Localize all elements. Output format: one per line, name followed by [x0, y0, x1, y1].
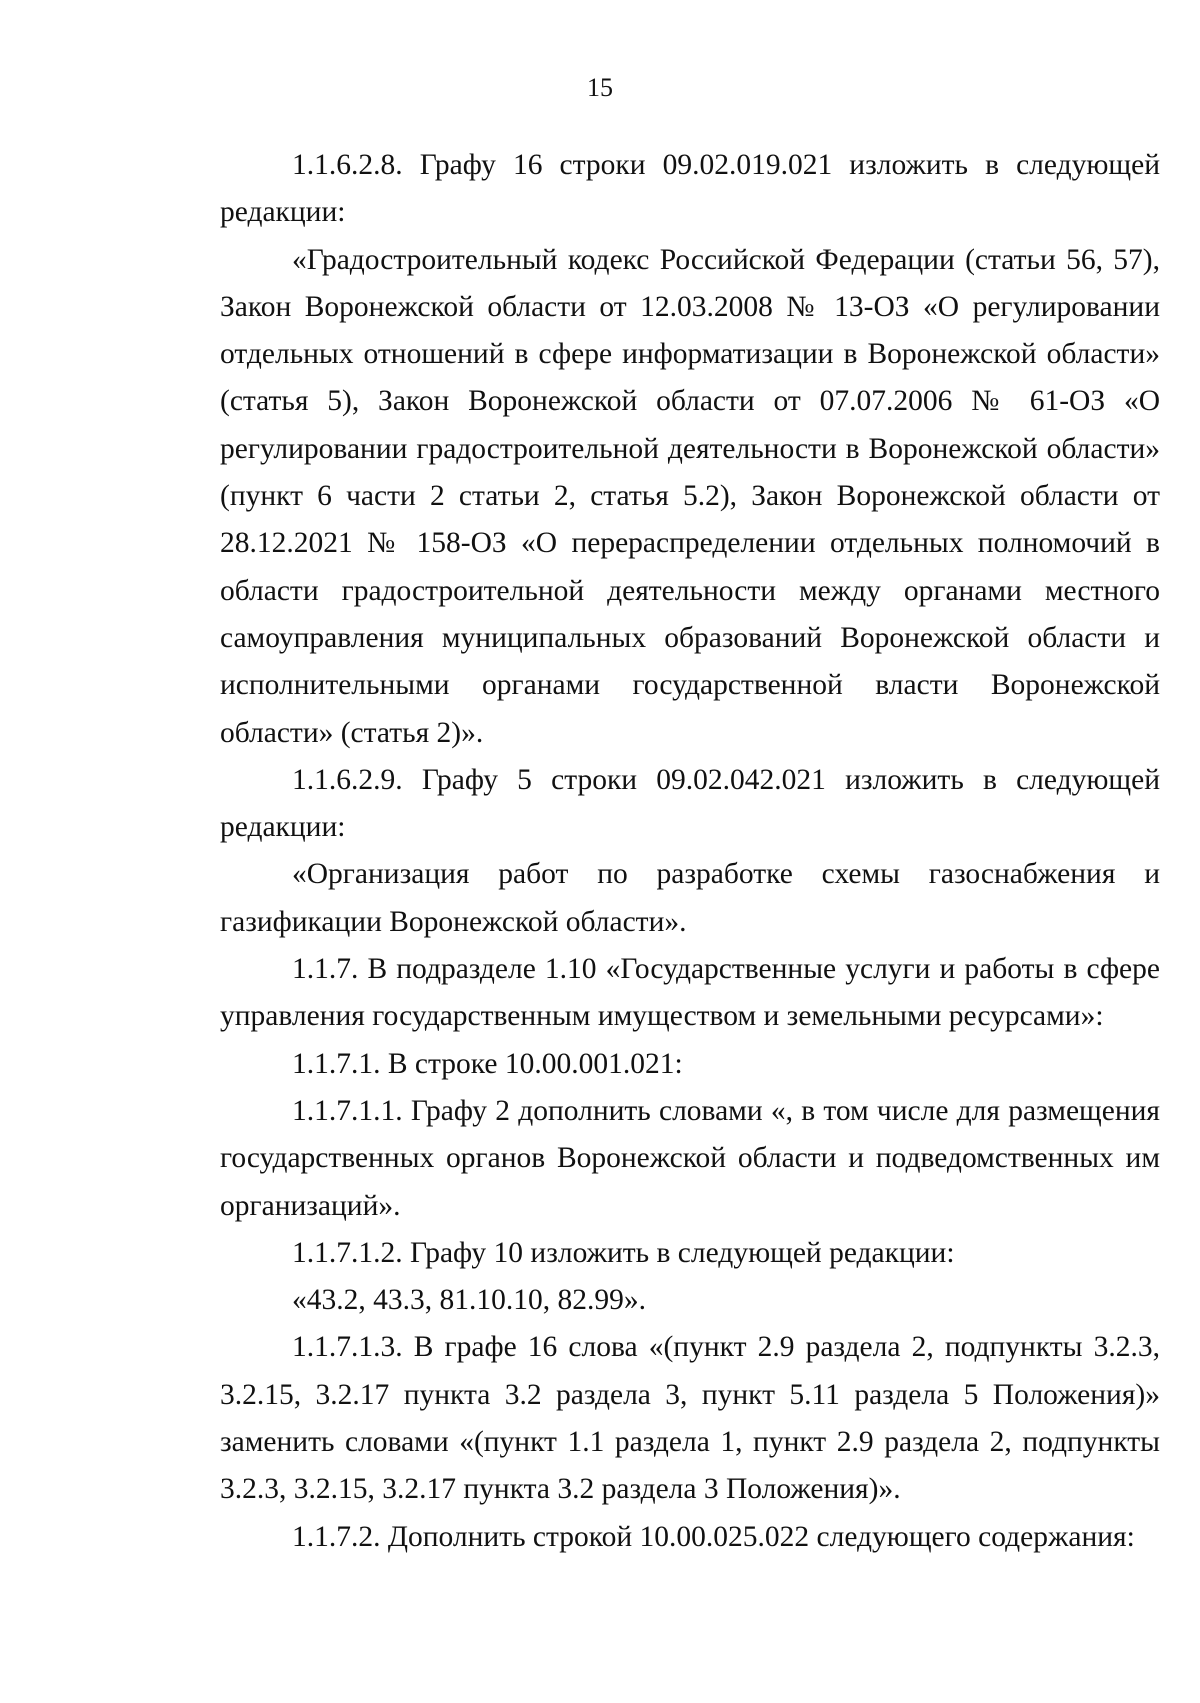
paragraph-quote-codes: «43.2, 43.3, 81.10.10, 82.99».	[292, 1284, 646, 1317]
page-number: 15	[587, 73, 613, 102]
paragraph-1-1-6-2-9: 1.1.6.2.9. Графу 5 строки 09.02.042.021 изложить в следующей редакции:	[220, 763, 1160, 844]
paragraph-quote-gasification: «Организация работ по разработке схемы газоснабжения и газификации Воронежской области».	[220, 858, 1160, 938]
paragraph-1-1-7-1-2: 1.1.7.1.2. Графу 10 изложить в следующей редакции:	[292, 1236, 955, 1269]
paragraph-1-1-7-2: 1.1.7.2. Дополнить строкой 10.00.025.022 следующего содержания:	[292, 1520, 1135, 1553]
paragraph-1-1-7-1-1: 1.1.7.1.1. Графу 2 дополнить словами «, в том числе для размещения государственных органов Воронежской области и подведомственных им организаций».	[220, 1094, 1160, 1222]
paragraph-1-1-7: 1.1.7. В подразделе 1.10 «Государственные услуги и работы в сфере управления государственным имуществом и земельными ресурсами»:	[220, 953, 1160, 1033]
paragraph-1-1-7-1: 1.1.7.1. В строке 10.00.001.021:	[292, 1047, 683, 1080]
paragraph-1-1-7-1-3: 1.1.7.1.3. В графе 16 слова «(пункт 2.9 раздела 2, подпункты 3.2.3, 3.2.15, 3.2.17 пункта 3.2 раздела 3, пункт 5.11 раздела 5 Положения)» заменить словами «(пункт 1.1 раздела 1, пункт 2.9 раздела 2, подпункты 3.2.3, 3.2.15, 3.2.17 пункта 3.2 раздела 3 Положения)».	[220, 1331, 1160, 1506]
paragraph-1-1-6-2-8: 1.1.6.2.8. Графу 16 строки 09.02.019.021 изложить в следующей редакции:	[220, 149, 1160, 229]
document-body	[220, 142, 1160, 1561]
paragraph-quote-laws: «Градостроительный кодекс Российской Федерации (статьи 56, 57), Закон Воронежской области от 12.03.2008 № 13-ОЗ «О регулировании отдельных отношений в сфере информатизации в Воронежской области» (статья 5), Закон Воронежской области от 07.07.2006 № 61-ОЗ «О регулировании градостроительной деятельности в Воронежской области» (пункт 6 части 2 статьи 2, статья 5.2), Закон Воронежской области от 28.12.2021 № 158-ОЗ «О перераспределении отдельных полномочий в области градостроительной деятельности между органами местного самоуправления муниципальных образований Воронежской области и исполнительными органами государственной власти Воронежской области» (статья 2)».	[220, 243, 1160, 749]
